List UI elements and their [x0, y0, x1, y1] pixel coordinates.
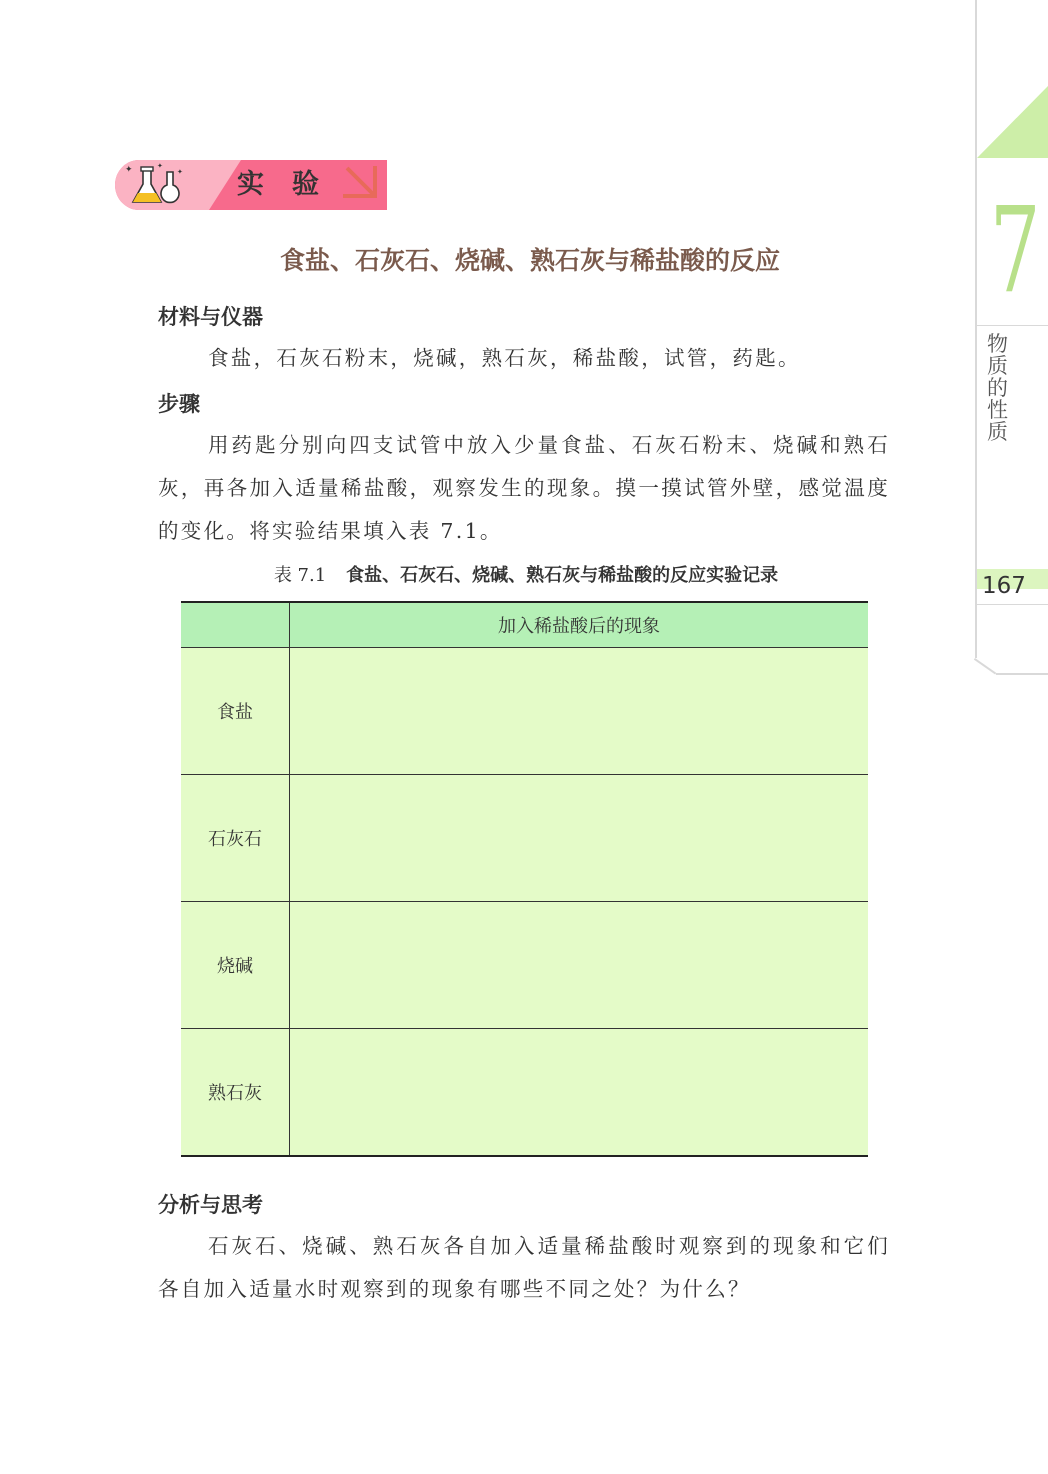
steps-text: 用药匙分别向四支试管中放入少量食盐、石灰石粉末、烧碱和熟石灰，再各加入适量稀盐酸，观察发生的现象。摸一摸试管外壁，感觉温度的变化。将实验结果填入表 7.1。 [158, 433, 890, 543]
analysis-text: 石灰石、烧碱、熟石灰各自加入适量稀盐酸时观察到的现象和它们各自加入适量水时观察到的现象有哪些不同之处？为什么？ [158, 1234, 890, 1301]
row-value-cell[interactable] [290, 775, 869, 902]
side-divider-upper [977, 325, 1048, 326]
table-row [181, 775, 868, 902]
experiment-label: 实验 [237, 169, 347, 200]
row-value-cell[interactable] [290, 648, 869, 775]
svg-text:✦: ✦ [125, 165, 133, 175]
table-caption-title: 食盐、石灰石、烧碱、熟石灰与稀盐酸的反应实验记录 [346, 565, 779, 586]
row-label: 石灰石 [181, 775, 290, 902]
table-row [181, 902, 868, 1029]
svg-text:✦: ✦ [157, 162, 163, 170]
row-value-cell[interactable] [290, 902, 869, 1029]
chapter-title: 物质的性质 [987, 332, 1008, 444]
materials-text: 食盐，石灰石粉末，烧碱，熟石灰，稀盐酸，试管，药匙。 [208, 346, 801, 370]
table-caption [160, 562, 892, 590]
materials-heading: 材料与仪器 [158, 305, 263, 329]
table-header-empty [181, 602, 290, 648]
side-divider-lower [977, 604, 1048, 605]
row-label: 烧碱 [181, 902, 290, 1029]
table-header-phenomenon: 加入稀盐酸后的现象 [290, 602, 869, 648]
analysis-heading: 分析与思考 [158, 1193, 263, 1217]
table-caption-number: 表 7.1 [273, 565, 327, 586]
row-label: 食盐 [181, 648, 290, 775]
steps-heading: 步骤 [158, 392, 200, 416]
side-divider-corner [974, 658, 996, 675]
svg-text:✦: ✦ [177, 168, 183, 176]
row-value-cell[interactable] [290, 1029, 869, 1157]
side-divider-bottom [996, 673, 1048, 675]
chapter-number: 7 [989, 181, 1041, 319]
table-header-row [181, 602, 868, 648]
page-title: 食盐、石灰石、烧碱、熟石灰与稀盐酸的反应 [279, 246, 780, 275]
record-table [181, 601, 868, 1157]
page-number: 167 [982, 573, 1026, 599]
table-row [181, 1029, 868, 1157]
row-label: 熟石灰 [181, 1029, 290, 1157]
chapter-tab-triangle [977, 86, 1048, 158]
table-row [181, 648, 868, 775]
